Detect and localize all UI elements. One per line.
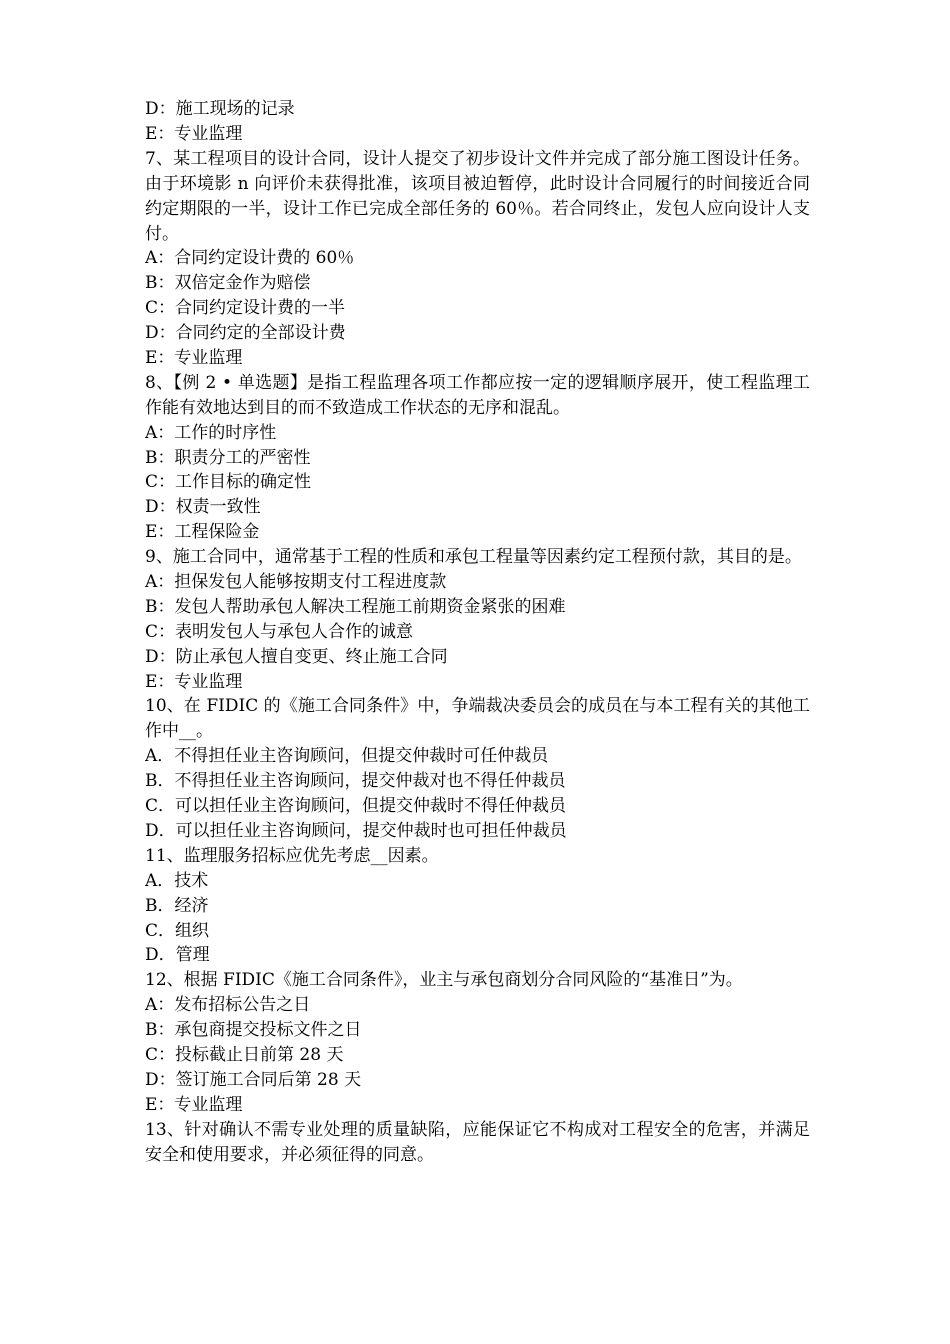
- option-line: B．经济: [145, 895, 209, 916]
- option-line: B：职责分工的严密性: [145, 447, 311, 468]
- option-line: E：专业监理: [145, 123, 243, 144]
- option-line: E：工程保险金: [145, 522, 260, 543]
- option-line: C．组织: [145, 920, 210, 941]
- option-line: D．管理: [145, 945, 210, 966]
- option-line: D：权责一致性: [145, 497, 261, 518]
- option-line: B：双倍定金作为赔偿: [145, 273, 311, 294]
- option-line: E：专业监理: [145, 671, 243, 692]
- option-line: E：专业监理: [145, 347, 243, 368]
- question-text: 12、根据 FIDIC《施工合同条件》，业主与承包商划分合同风险的“基准日”为。: [145, 970, 743, 991]
- option-line: A：发布招标公告之日: [145, 995, 311, 1016]
- option-line: D：施工现场的记录: [145, 99, 295, 119]
- option-line: C．可以担任业主咨询顾问，但提交仲裁时不得任仲裁员: [145, 796, 567, 817]
- option-line: C：表明发包人与承包人合作的诚意: [145, 621, 414, 642]
- question-text: 7、某工程项目的设计合同，设计人提交了初步设计文件并完成了部分施工图设计任务。由于环境影 n 向评价未获得批准，该项目被迫暂停，此时设计合同履行的时间接近合同约定期限的一半，设计工作已完成全部任务的 60％。若合同终止，发包人应向设计人支付。: [145, 148, 810, 244]
- option-line: A：工作的时序性: [145, 422, 277, 443]
- question-text: 10、在 FIDIC 的《施工合同条件》中，争端裁决委员会的成员在与本工程有关的其他工作中__。: [145, 696, 810, 742]
- option-line: A：合同约定设计费的 60％: [145, 248, 355, 269]
- document-page: [145, 97, 810, 1168]
- option-line: B：承包商提交投标文件之日: [145, 1020, 362, 1041]
- option-line: A：担保发包人能够按期支付工程进度款: [145, 572, 447, 593]
- option-line: C：工作目标的确定性: [145, 472, 312, 493]
- question-text: 11、监理服务招标应优先考虑__因素。: [145, 845, 439, 866]
- option-line: A．技术: [145, 870, 209, 891]
- option-line: B．不得担任业主咨询顾问，提交仲裁对也不得任仲裁员: [145, 771, 566, 792]
- option-line: C：合同约定设计费的一半: [145, 298, 346, 319]
- option-line: C：投标截止日前第 28 天: [145, 1045, 344, 1066]
- option-line: B：发包人帮助承包人解决工程施工前期资金紧张的困难: [145, 596, 566, 617]
- option-line: A．不得担任业主咨询顾问，但提交仲裁时可任仲裁员: [145, 746, 549, 767]
- option-line: D：签订施工合同后第 28 天: [145, 1069, 362, 1090]
- option-line: E：专业监理: [145, 1094, 243, 1115]
- question-text: 9、施工合同中，通常基于工程的性质和承包工程量等因素约定工程预付款，其目的是。: [145, 547, 802, 568]
- option-line: D：防止承包人擅自变更、终止施工合同: [145, 646, 448, 667]
- option-line: D．可以担任业主咨询顾问，提交仲裁时也可担任仲裁员: [145, 820, 567, 841]
- question-text: 13、针对确认不需专业处理的质量缺陷，应能保证它不构成对工程安全的危害，并满足安全和使用要求，并必须征得的同意。: [145, 1119, 810, 1165]
- option-line: D：合同约定的全部设计费: [145, 323, 346, 344]
- question-text: 8、【例 2 • 单选题】是指工程监理各项工作都应按一定的逻辑顺序展开，使工程监理工作能有效地达到目的而不致造成工作状态的无序和混乱。: [145, 372, 810, 418]
